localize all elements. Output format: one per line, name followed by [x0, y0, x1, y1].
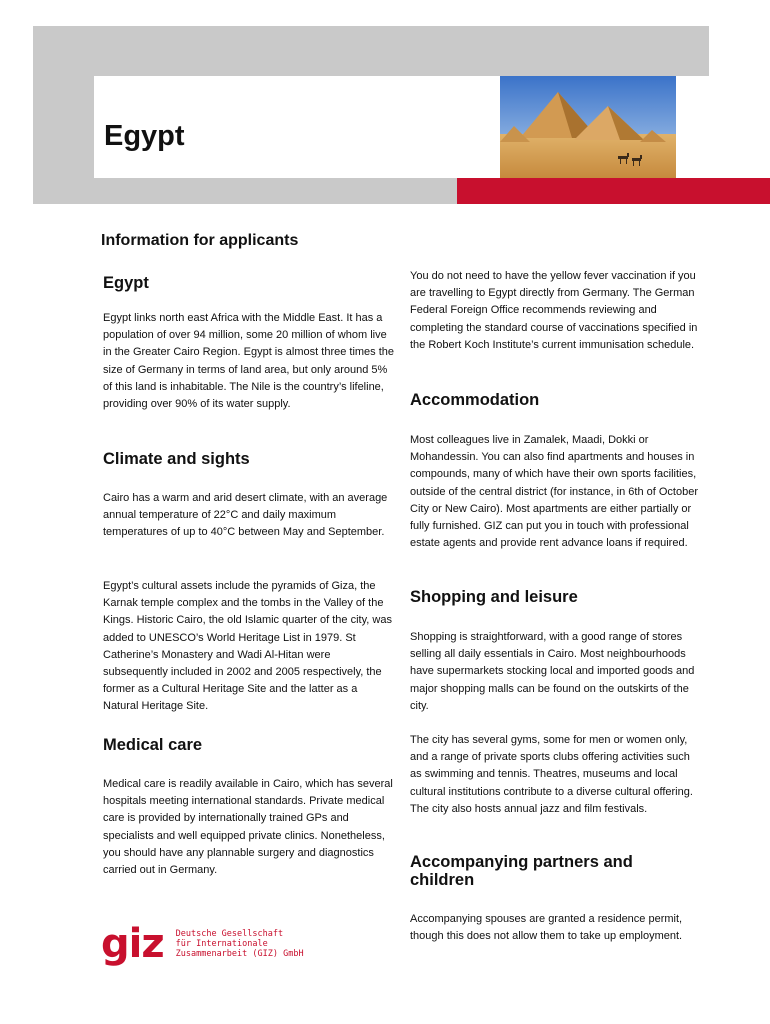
giz-logo-text	[176, 929, 304, 959]
climate-heading: Climate and sights	[103, 450, 250, 468]
partners-heading: Accompanying partners and children	[410, 853, 633, 889]
giz-logo-line-3: Zusammenarbeit (GIZ) GmbH	[175, 949, 304, 959]
red-accent-bar	[457, 178, 770, 204]
accommodation-text: Most colleagues live in Zamalek, Maadi, Dokki or Mohandessin. You can also find apartments and houses in compounds, many of which have their own sports facilities, outside of the central district (for instance, in 6th of October City or New Cairo). Most apartments are either partially or fully furnished. GIZ can put you in touch with professional estate agents and provide rent advance loans if required.	[410, 434, 698, 550]
giz-logo-line-1: Deutsche Gesellschaft	[175, 929, 284, 939]
page-title: Egypt	[104, 120, 185, 152]
medical-text: Medical care is readily available in Cairo, which has several hospitals meeting international standards. Private medical care is provided by internationally trained GPs and specialists and well equipped private clinics. Nonetheless, you should have any plannable surgery and diagnostics carried out in Germany.	[103, 778, 393, 877]
partners-text: Accompanying spouses are granted a residence permit, though this does not allow them to take up employment.	[410, 913, 683, 943]
shopping-heading: Shopping and leisure	[410, 588, 578, 606]
medical-heading: Medical care	[103, 736, 203, 754]
giz-logo-mark: giz	[101, 921, 164, 967]
climate-text-1: Cairo has a warm and arid desert climate, with an average annual temperature of 22°C and daily maximum temperatures of up to 40°C between May and September.	[103, 492, 388, 539]
climate-text-2: Egypt’s cultural assets include the pyramids of Giza, the Karnak temple complex and the tombs in the Valley of the Kings. Historic Cairo, the old Islamic quarter of the city, was added to UNESCO’s World Heritage List in 1979. St Catherine’s Monastery and Wadi Al-Hitan were subsequently included in 2002 and 2005 respectively, the former as a Cultural Heritage Site and the latter as a Natural Heritage Site.	[103, 580, 392, 713]
vaccination-text: You do not need to have the yellow fever vaccination if you are travelling to Egypt directly from Germany. The German Federal Foreign Office recommends reviewing and completing the standard course of vaccinations specified in the Robert Koch Institute’s current immunisation schedule.	[410, 270, 698, 351]
giz-logo-line-2: für Internationale	[175, 939, 268, 949]
giz-logo	[101, 921, 304, 967]
shopping-text-2: The city has several gyms, some for men or women only, and a range of private sports clubs offering activities such as swimming and tennis. Theatres, museums and local cultural institutions contribute to a diverse cultural offering. The city also hosts annual jazz and film festivals.	[410, 734, 693, 815]
egypt-heading: Egypt	[103, 274, 149, 292]
subtitle: Information for applicants	[101, 232, 299, 249]
pyramids-photo	[500, 76, 676, 178]
shopping-text-1: Shopping is straightforward, with a good range of stores selling all daily essentials in Cairo. Most neighbourhoods have supermarkets stocking local and imported goods and major shopping malls can be found on the outskirts of the city.	[410, 631, 695, 712]
accommodation-heading: Accommodation	[410, 391, 540, 409]
egypt-text: Egypt links north east Africa with the Middle East. It has a population of over 94 million, some 20 million of whom live in the Greater Cairo Region. Egypt is almost three times the size of Germany in terms of land area, but only around 5% of this land is inhabitable. The Nile is the country’s lifeline, providing over 90% of its water supply.	[103, 312, 395, 411]
